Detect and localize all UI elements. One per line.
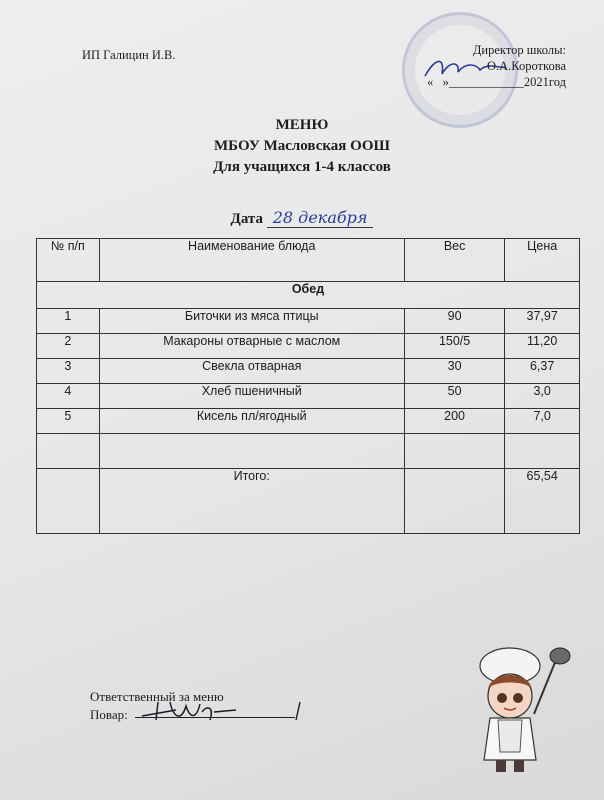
row-number: 3 <box>37 359 100 384</box>
total-row <box>37 469 580 534</box>
row-price: 11,20 <box>505 334 580 359</box>
total-label: Итого: <box>99 469 404 534</box>
row-weight: 30 <box>404 359 504 384</box>
director-block <box>366 42 566 90</box>
total-value: 65,54 <box>505 469 580 534</box>
section-title: Обед <box>37 282 580 309</box>
row-dish: Свекла отварная <box>99 359 404 384</box>
row-dish: Хлеб пшеничный <box>99 384 404 409</box>
row-price: 6,37 <box>505 359 580 384</box>
table-row <box>37 359 580 384</box>
date-row <box>0 208 604 228</box>
row-dish: Биточки из мяса птицы <box>99 309 404 334</box>
date-value: 28 декабря <box>267 208 374 228</box>
row-dish: Макароны отварные с маслом <box>99 334 404 359</box>
table-row <box>37 309 580 334</box>
menu-table <box>36 238 580 534</box>
director-title: Директор школы: <box>472 43 566 57</box>
row-dish: Кисель пл/ягодный <box>99 409 404 434</box>
row-price: 37,97 <box>505 309 580 334</box>
header-number: № п/п <box>37 239 100 282</box>
table-row <box>37 384 580 409</box>
title-line-3: Для учащихся 1-4 классов <box>213 159 391 175</box>
table-header-row <box>37 239 580 282</box>
row-number: 2 <box>37 334 100 359</box>
cook-signature <box>136 690 306 724</box>
row-weight: 200 <box>404 409 504 434</box>
menu-title <box>0 115 604 178</box>
cook-label: Повар: <box>90 707 128 722</box>
date-label: Дата <box>230 211 263 227</box>
title-line-2: МБОУ Масловская ООШ <box>214 138 390 154</box>
header-price: Цена <box>505 239 580 282</box>
director-name: О.А.Короткова <box>486 59 566 73</box>
responsible-label: Ответственный за меню <box>90 689 224 704</box>
header-weight: Вес <box>404 239 504 282</box>
row-number: 1 <box>37 309 100 334</box>
row-weight: 90 <box>404 309 504 334</box>
approval-date: « »____________2021год <box>427 75 566 89</box>
row-weight: 50 <box>404 384 504 409</box>
title-line-1: МЕНЮ <box>275 117 329 133</box>
table-row <box>37 409 580 434</box>
header-dish: Наименование блюда <box>99 239 404 282</box>
row-number: 5 <box>37 409 100 434</box>
chef-illustration <box>460 640 580 780</box>
table-row <box>37 334 580 359</box>
row-price: 3,0 <box>505 384 580 409</box>
empty-row <box>37 434 580 469</box>
row-price: 7,0 <box>505 409 580 434</box>
row-weight: 150/5 <box>404 334 504 359</box>
row-number: 4 <box>37 384 100 409</box>
section-row <box>37 282 580 309</box>
contractor-name: ИП Галицин И.В. <box>82 48 176 62</box>
